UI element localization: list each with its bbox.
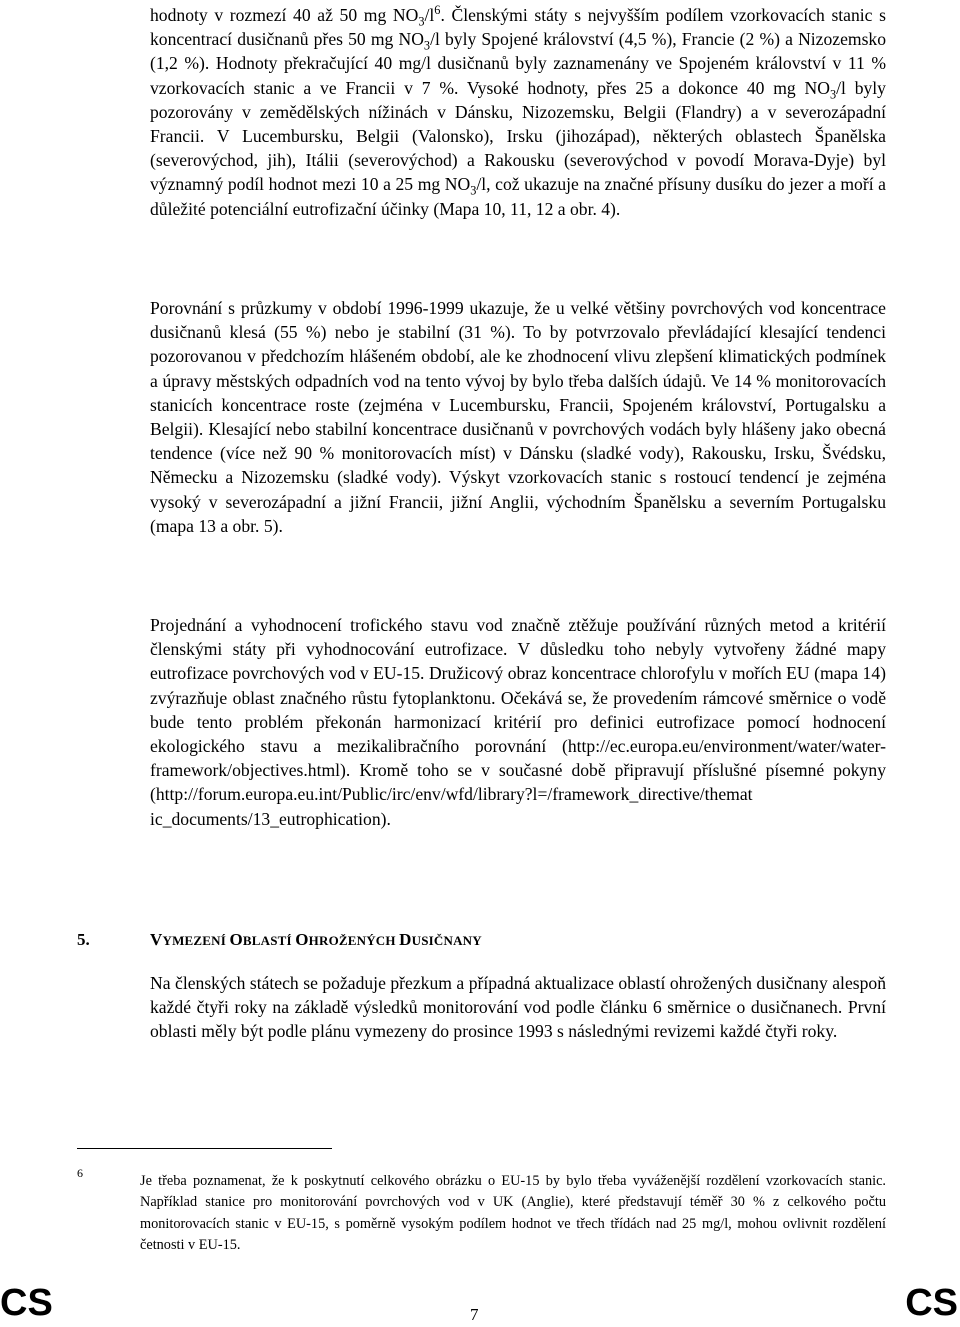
language-code-right: CS	[905, 1282, 958, 1324]
title-cap: V	[150, 930, 163, 949]
text-run: hodnoty v rozmezí 40 až 50 mg NO	[150, 5, 419, 25]
text-run: /l	[424, 5, 435, 25]
footnote-number: 6	[77, 1166, 83, 1180]
footnote-text: Je třeba poznamenat, že k poskytnutí celkového obrázku o EU-15 by bylo třeba vyváženější rozdělení vzorkovacích stanic. Například stanice pro monitorování povrchových vod v UK (Anglie), které představují téměř 30 % z celkového počtu monitorovacích stanic v EU-15, s poměrně vysokým podílem hodnot ve třech třídách nad 25 mg/l, mohou ovlivnit rozdělení četnosti v EU-15.	[140, 1173, 886, 1253]
section-title	[150, 930, 482, 950]
footnote-separator	[77, 1148, 332, 1149]
subscript: 3	[418, 14, 425, 29]
paragraph-trend-comparison: Porovnání s průzkumy v období 1996-1999 ukazuje, že u velké většiny povrchových vod koncentrace dusičnanů klesá (55 %) nebo je stabilní (31 %). To by potvrzovalo převládající klesající tendenci pozorovanou v předchozím hlášeném období, ale ke zhodnocení vlivu zlepšení klimatických podmínek a úpravy městských odpadních vod na tento vývoj by bylo třeba dalších údajů. Ve 14 % monitorovacích stanicích koncentrace roste (zejména v Lucembursku, Francii, Spojeném království, Portugalsku a Belgii). Klesající nebo stabilní koncentrace dusičnanů v povrchových vodách byly hlášeny jako obecná tendence (více než 90 % monitorovacích míst) v Dánsku (sladké vody), Rakousku, Irsku, Švédsku, Německu a Nizozemsku (sladké vody). Výskyt vzorkovacích stanic s rostoucí tendencí je zejména vysoký v severozápadní a jižní Francii, jižní Anglii, východním Španělsku a severním Portugalsku (mapa 13 a obr. 5).	[150, 298, 886, 536]
subscript: 3	[829, 87, 837, 102]
page-number: 7	[470, 1305, 479, 1324]
title-smallcaps: HROŽENÝCH	[308, 933, 400, 948]
text-run: . Členskými státy s nejvyšším podílem vzorkovacích stanic s koncentrací dusičnanů přes 50 mg NO	[150, 5, 886, 50]
subscript: 3	[470, 183, 477, 198]
title-cap: O	[229, 930, 243, 949]
text-run: /l byly pozorovány v zemědělských nížinách v Dánsku, Nizozemsku, Belgii (Flandry) a v severozápadní Francii. V Lucembursku, Belgii (Valonsko), Irsku (jihozápad), některých oblastech Španělska (severovýchod, jih), Itálii (severovýchod) a Rakousku (severovýchod v povodí Morava-Dyje) byl významný podíl hodnot mezi 10 a 25 mg NO	[150, 77, 886, 195]
paragraph-nitrate-values	[150, 3, 886, 221]
title-smallcaps: USIČNANY	[411, 933, 482, 948]
title-cap: O	[295, 930, 309, 949]
title-smallcaps: YMEZENÍ	[162, 933, 230, 948]
section-number: 5.	[77, 930, 90, 949]
title-smallcaps: BLASTÍ	[242, 933, 296, 948]
subscript: 3	[423, 38, 431, 53]
text-run: /l byly Spojené království (4,5 %), Francie (2 %) a Nizozemsko (1,2 %). Hodnoty překračující 40 mg/l dusičnanů byly zaznamenány ve Spojeném království v 11 % vzorkovacích stanic a ve Francii v 7 %. Vysoké hodnoty, přes 25 a dokonce 40 mg NO	[150, 29, 887, 98]
paragraph-zone-review: Na členských státech se požaduje přezkum a případná aktualizace oblastí ohrožených dusičnany alespoň každé čtyři roky na základě výsledků monitorování vod podle článku 6 směrnice o dusičnanech. První oblasti měly být podle plánu vymezeny do prosince 1993 s následnými revizemi každé čtyři roky.	[150, 973, 886, 1042]
footnote-reference[interactable]: 6	[434, 3, 441, 18]
paragraph-eutrophication: Projednání a vyhodnocení trofického stavu vod značně ztěžuje používání různých metod a kritérií členskými státy při vyhodnocování eutrofizace. V důsledku toho nebyly vytvořeny žádné mapy eutrofizace povrchových vod v EU-15. Družicový obraz koncentrace chlorofylu v mořích EU (mapa 14) zvýrazňuje oblast značného růstu fytoplanktonu. Očekává se, že provedením rámcové směrnice o vodě bude tento problém překonán harmonizací kritérií pro definici eutrofizace pomocí hodnocení ekologického stavu a mezikalibračního porovnání (http://ec.europa.eu/environment/water/water-framework/objectives.html). Kromě toho se v současné době připravují příslušné písemné pokyny (http://forum.europa.eu.int/Public/irc/env/wfd/library?l=/framework_directive/themat ic_documents/13_eutrophication).	[150, 615, 886, 829]
text-run: /l, což ukazuje na značné přísuny dusíku do jezer a moří a důležité potenciální eutrofizační účinky (Mapa 10, 11, 12 a obr. 4).	[150, 174, 886, 219]
title-cap: D	[399, 930, 412, 949]
language-code-left: CS	[0, 1282, 53, 1324]
